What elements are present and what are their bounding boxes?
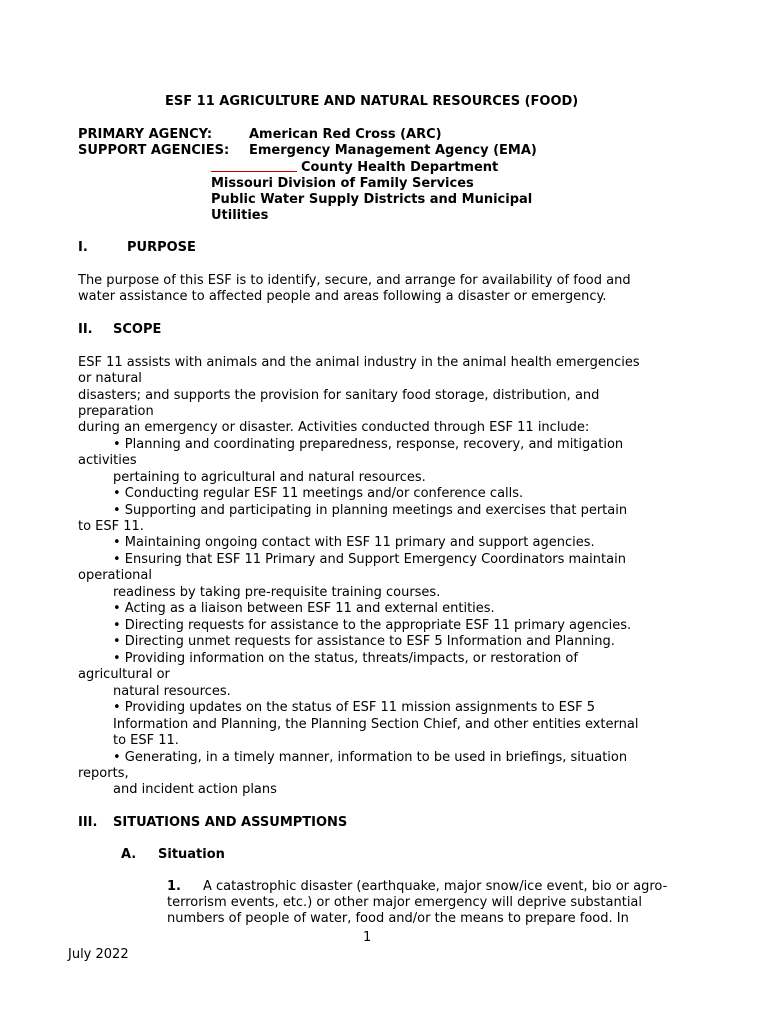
document-title: ESF 11 AGRICULTURE AND NATURAL RESOURCES (FOOD) — [165, 94, 579, 109]
scope-bullet: • Acting as a liaison between ESF 11 and external entities. — [113, 601, 495, 616]
scope-line: activities — [78, 453, 137, 468]
scope-line: natural resources. — [113, 684, 231, 699]
paragraph-line: water assistance to affected people and areas following a disaster or emergency. — [78, 289, 607, 304]
paragraph-line: The purpose of this ESF is to identify, secure, and arrange for availability of food and — [78, 273, 631, 288]
scope-line: disasters; and supports the provision for sanitary food storage, distribution, and — [78, 388, 600, 403]
scope-line: reports, — [78, 766, 129, 781]
fill-in-blank — [211, 159, 297, 172]
section-number: II. — [78, 322, 93, 337]
scope-line: readiness by taking pre-requisite training courses. — [113, 585, 441, 600]
scope-bullet: • Providing information on the status, threats/impacts, or restoration of — [113, 651, 578, 666]
section-heading-purpose: PURPOSE — [127, 240, 196, 255]
scope-bullet: • Ensuring that ESF 11 Primary and Support Emergency Coordinators maintain — [113, 552, 626, 567]
subsection-letter: A. — [121, 847, 137, 862]
scope-bullet: • Directing requests for assistance to the appropriate ESF 11 primary agencies. — [113, 618, 632, 633]
scope-bullet: • Directing unmet requests for assistance to ESF 5 Information and Planning. — [113, 634, 615, 649]
support-agency-county-health: County Health Department — [211, 159, 498, 176]
primary-agency-value: American Red Cross (ARC) — [249, 127, 442, 142]
scope-bullet: • Providing updates on the status of ESF 11 mission assignments to ESF 5 — [113, 700, 596, 715]
scope-line: operational — [78, 568, 152, 583]
scope-line: and incident action plans — [113, 782, 277, 797]
support-agencies-label: SUPPORT AGENCIES: — [78, 143, 230, 158]
scope-line: pertaining to agricultural and natural resources. — [113, 470, 426, 485]
scope-line: Information and Planning, the Planning Section Chief, and other entities external — [113, 717, 639, 732]
scope-bullet: • Planning and coordinating preparedness, response, recovery, and mitigation — [113, 437, 624, 452]
support-agency: Public Water Supply Districts and Municipal — [211, 192, 533, 207]
scope-bullet: • Generating, in a timely manner, information to be used in briefings, situation — [113, 750, 628, 765]
support-agency: Missouri Division of Family Services — [211, 176, 474, 191]
item-line: terrorism events, etc.) or other major emergency will deprive substantial — [167, 895, 643, 910]
item-number: 1. — [167, 879, 181, 894]
item-line: numbers of people of water, food and/or the means to prepare food. In — [167, 911, 629, 926]
section-heading-situations: SITUATIONS AND ASSUMPTIONS — [113, 815, 348, 830]
scope-line: agricultural or — [78, 667, 170, 682]
scope-line: or natural — [78, 371, 142, 386]
section-number: III. — [78, 815, 98, 830]
scope-bullet: • Supporting and participating in planning meetings and exercises that pertain — [113, 503, 628, 518]
primary-agency-label: PRIMARY AGENCY: — [78, 127, 213, 142]
scope-bullet: • Maintaining ongoing contact with ESF 11 primary and support agencies. — [113, 535, 595, 550]
section-number: I. — [78, 240, 88, 255]
scope-line: preparation — [78, 404, 154, 419]
subsection-heading-situation: Situation — [158, 847, 225, 862]
page-number: 1 — [363, 930, 372, 945]
section-heading-scope: SCOPE — [113, 322, 162, 337]
scope-line: to ESF 11. — [78, 519, 144, 534]
scope-line: to ESF 11. — [113, 733, 179, 748]
support-agency: Emergency Management Agency (EMA) — [249, 143, 537, 158]
footer-date: July 2022 — [68, 947, 129, 962]
scope-line: ESF 11 assists with animals and the animal industry in the animal health emergencies — [78, 355, 640, 370]
item-line: A catastrophic disaster (earthquake, major snow/ice event, bio or agro- — [203, 879, 668, 894]
scope-bullet: • Conducting regular ESF 11 meetings and/or conference calls. — [113, 486, 524, 501]
scope-line: during an emergency or disaster. Activities conducted through ESF 11 include: — [78, 420, 590, 435]
support-agency: Utilities — [211, 208, 269, 223]
